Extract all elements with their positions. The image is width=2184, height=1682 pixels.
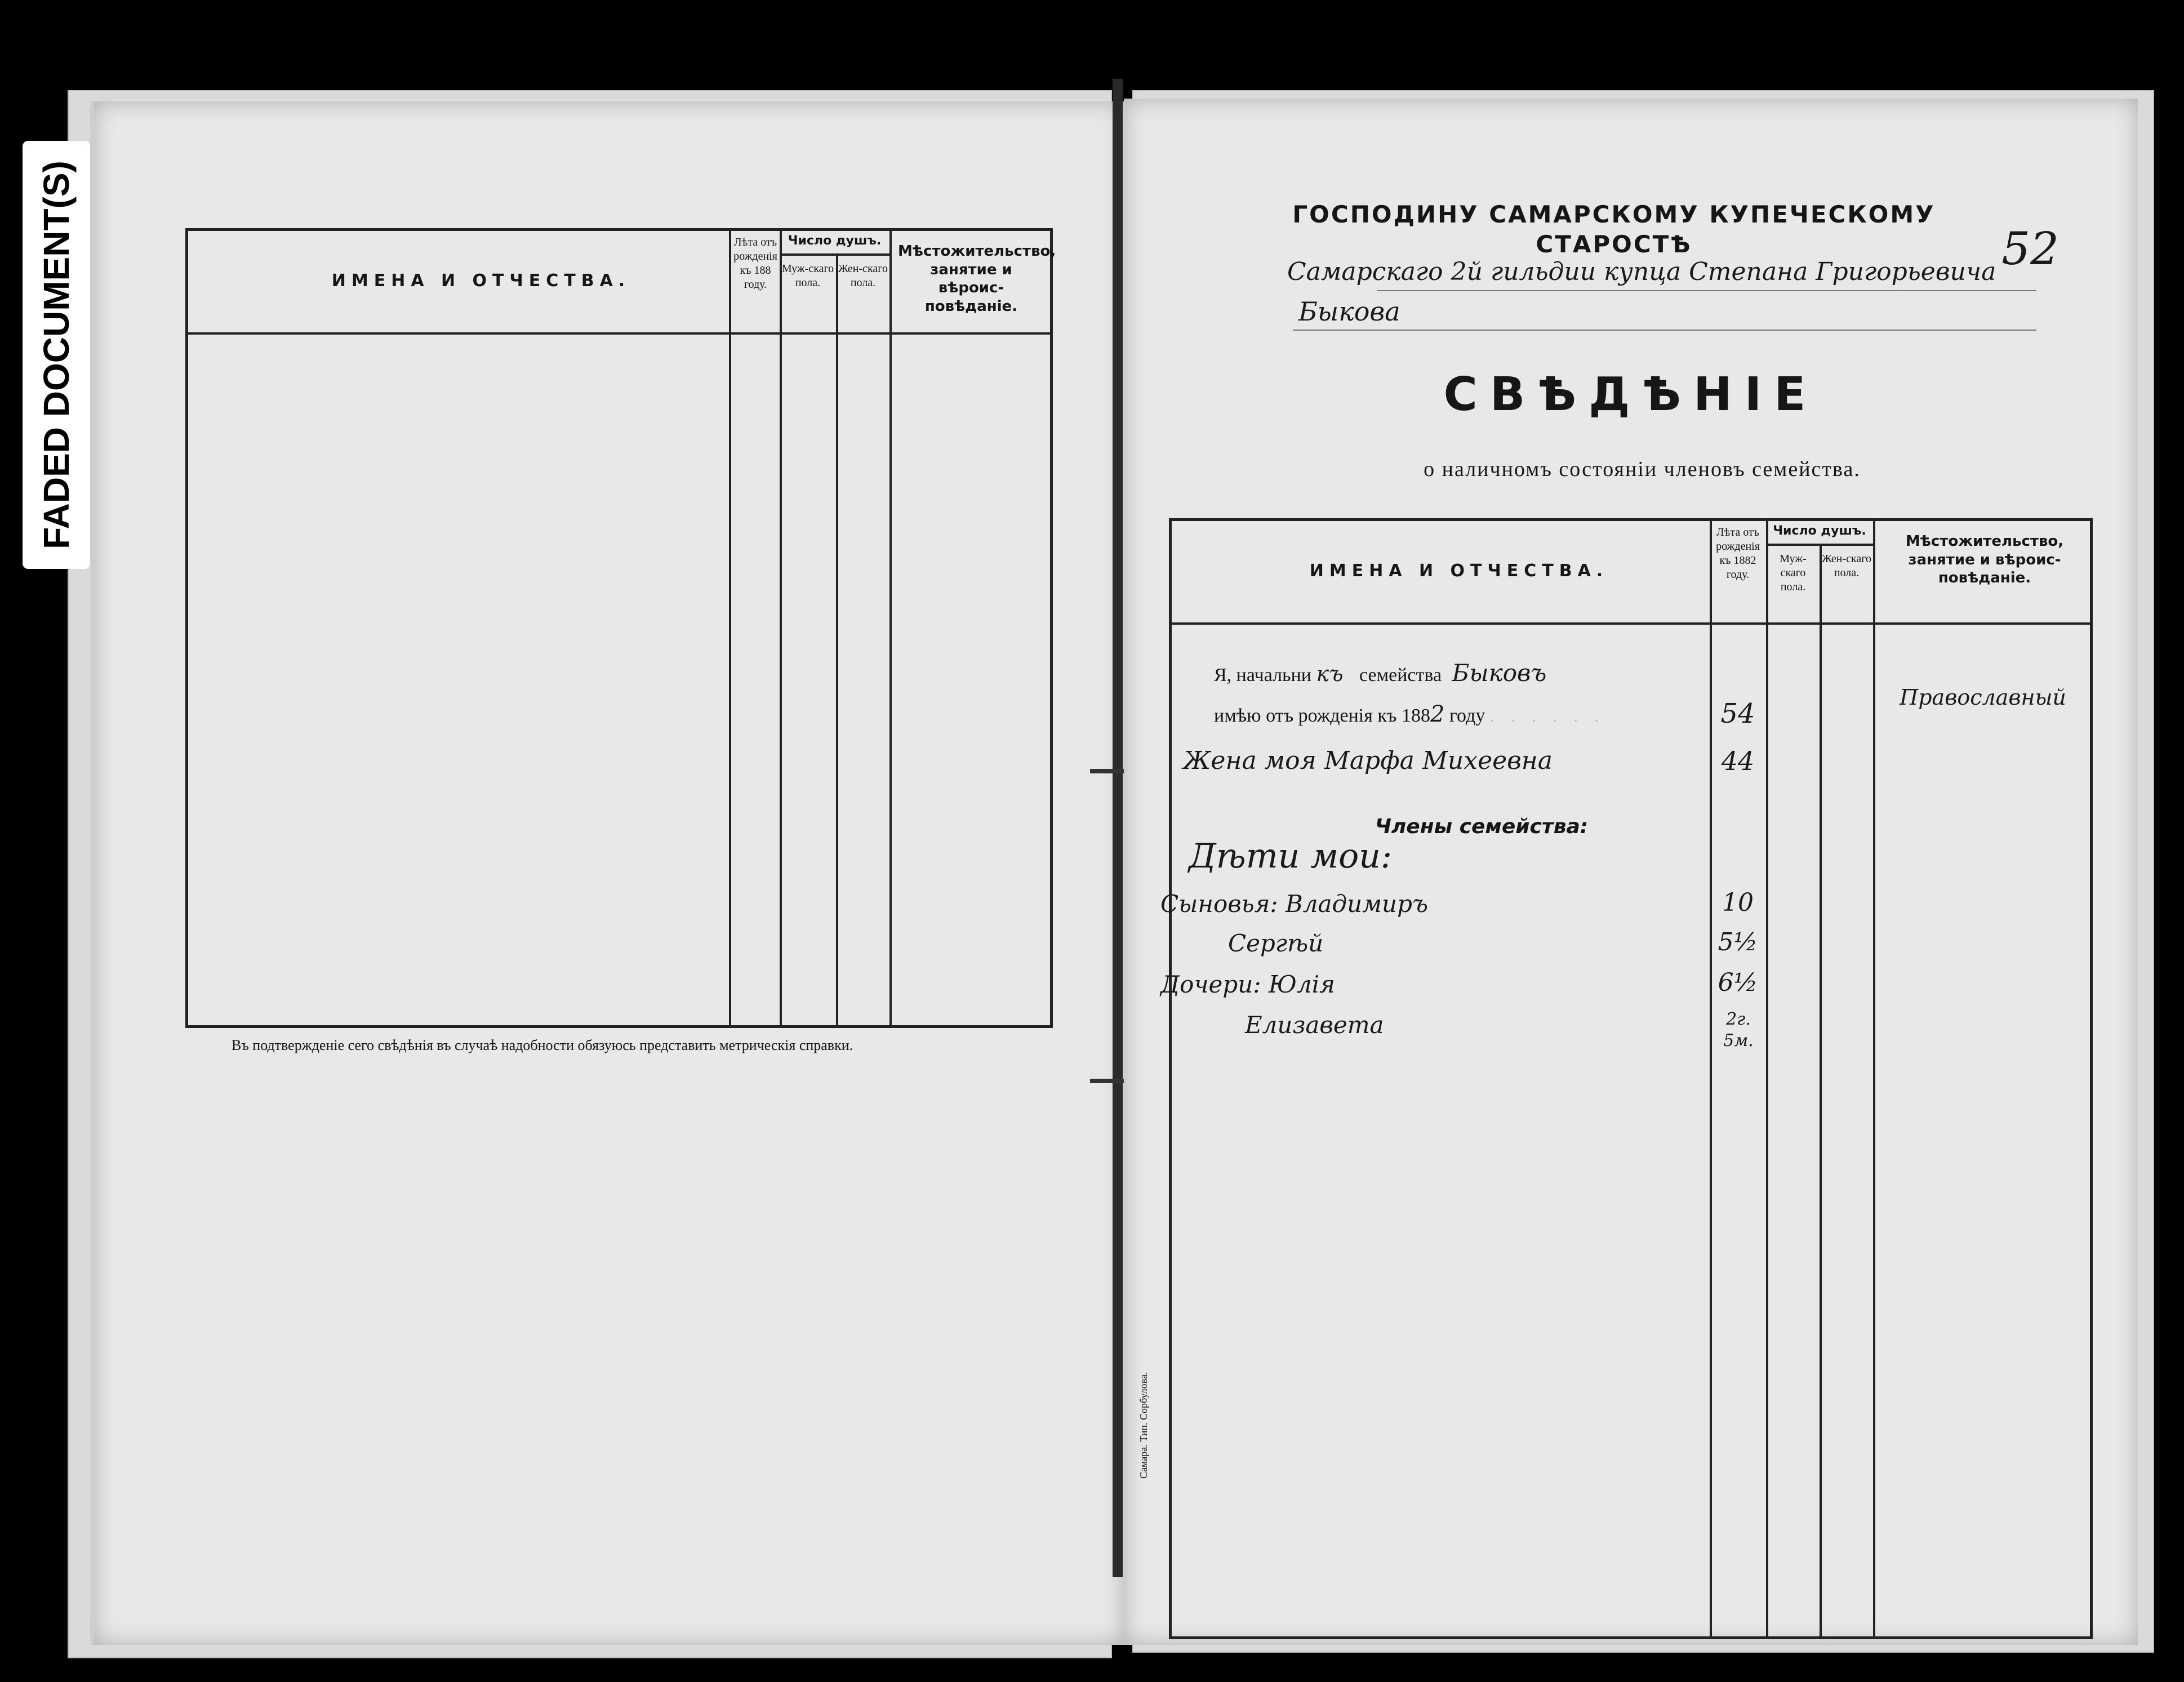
- left-page: [90, 101, 1124, 1645]
- child-name: Дочери: Юлія: [1160, 971, 1335, 998]
- book-spine: [1113, 79, 1123, 1577]
- souls-header: Число душъ.: [1773, 524, 1866, 538]
- left-register-table: [185, 228, 1056, 1028]
- addressee-line-2: Быкова: [1298, 296, 1400, 327]
- names-header: ИМЕНА И ОТЧЕСТВА.: [331, 271, 631, 291]
- child-name: Сергѣй: [1228, 929, 1324, 957]
- head-religion: Православный: [1900, 685, 2066, 710]
- souls-header: Число душъ.: [788, 234, 882, 248]
- head-age: 54: [1720, 698, 1755, 729]
- years-header: Лѣта отъ рожденія къ 188 году.: [733, 236, 777, 291]
- document-title: СВѢДѢНІЕ: [1443, 368, 1818, 421]
- right-register-table: [1160, 518, 2093, 1639]
- confirmation-note: Въ подтвержденіе сего свѣдѣнія въ случаѣ надобности обязуюсь представить метрическія справки.: [232, 1037, 853, 1053]
- child-age: 2г. 5м.: [1723, 1009, 1754, 1051]
- children-label: Дѣти мои:: [1189, 836, 1393, 876]
- child-age: 6½: [1718, 968, 1758, 997]
- head-surname: Быковъ: [1452, 659, 1547, 687]
- head-prefix: Я, начальни: [1214, 665, 1311, 686]
- names-header: ИМЕНА И ОТЧЕСТВА.: [1309, 561, 1609, 581]
- head-age-year: 2: [1430, 701, 1445, 727]
- child-name: Сыновья: Владимиръ: [1160, 890, 1428, 918]
- wife-entry: Жена моя Марфа Михеевна: [1183, 746, 1553, 775]
- addressee-line-1: Самарскаго 2й гильдии купца Степана Григорьевича: [1287, 257, 1996, 286]
- head-family-word: семейства: [1359, 665, 1442, 686]
- family-members-label: Члены семейства:: [1375, 815, 1589, 838]
- faded-document-label: FADED DOCUMENT(S): [36, 161, 77, 549]
- right-page: [1124, 99, 2138, 1645]
- years-header: Лѣта отъ рожденія къ 1882 году.: [1716, 526, 1760, 581]
- addressee-heading: ГОСПОДИНУ САМАРСКОМУ КУПЕЧЕСКОМУ СТАРОСТѢ: [1292, 201, 1936, 258]
- female-header: Жен-скаго пола.: [838, 262, 888, 289]
- male-header: Муж-скаго пола.: [1780, 553, 1807, 593]
- head-age-prefix: имѣю отъ рожденія къ 188: [1214, 705, 1430, 726]
- residence-header: Мѣстожительство, занятие и вѣроис-повѣданіе.: [898, 243, 1056, 315]
- child-age: 10: [1722, 888, 1754, 917]
- female-header: Жен-скаго пола.: [1821, 553, 1872, 579]
- document-subtitle: о наличномъ состояніи членовъ семейства.: [1424, 457, 1861, 481]
- faded-document-badge: [23, 141, 90, 569]
- child-age: 5½: [1718, 928, 1758, 956]
- head-age-suffix: году: [1449, 705, 1485, 726]
- child-name: Елизавета: [1245, 1011, 1384, 1039]
- page-number: 52: [2001, 223, 2059, 275]
- head-of-family-line-2: имѣю отъ рожденія къ 1882 году . . . . . .: [1214, 701, 1605, 727]
- head-suffix-handwritten: къ: [1316, 661, 1344, 686]
- head-of-family-line-1: [1214, 659, 1710, 687]
- male-header: Муж-скаго пола.: [781, 262, 834, 289]
- printer-mark: Самара. Тип. Сорбулова.: [1138, 1372, 1149, 1479]
- residence-header: Мѣстожительство, занятие и вѣроис-повѣданіе.: [1905, 533, 2064, 586]
- wife-age: 44: [1721, 746, 1755, 776]
